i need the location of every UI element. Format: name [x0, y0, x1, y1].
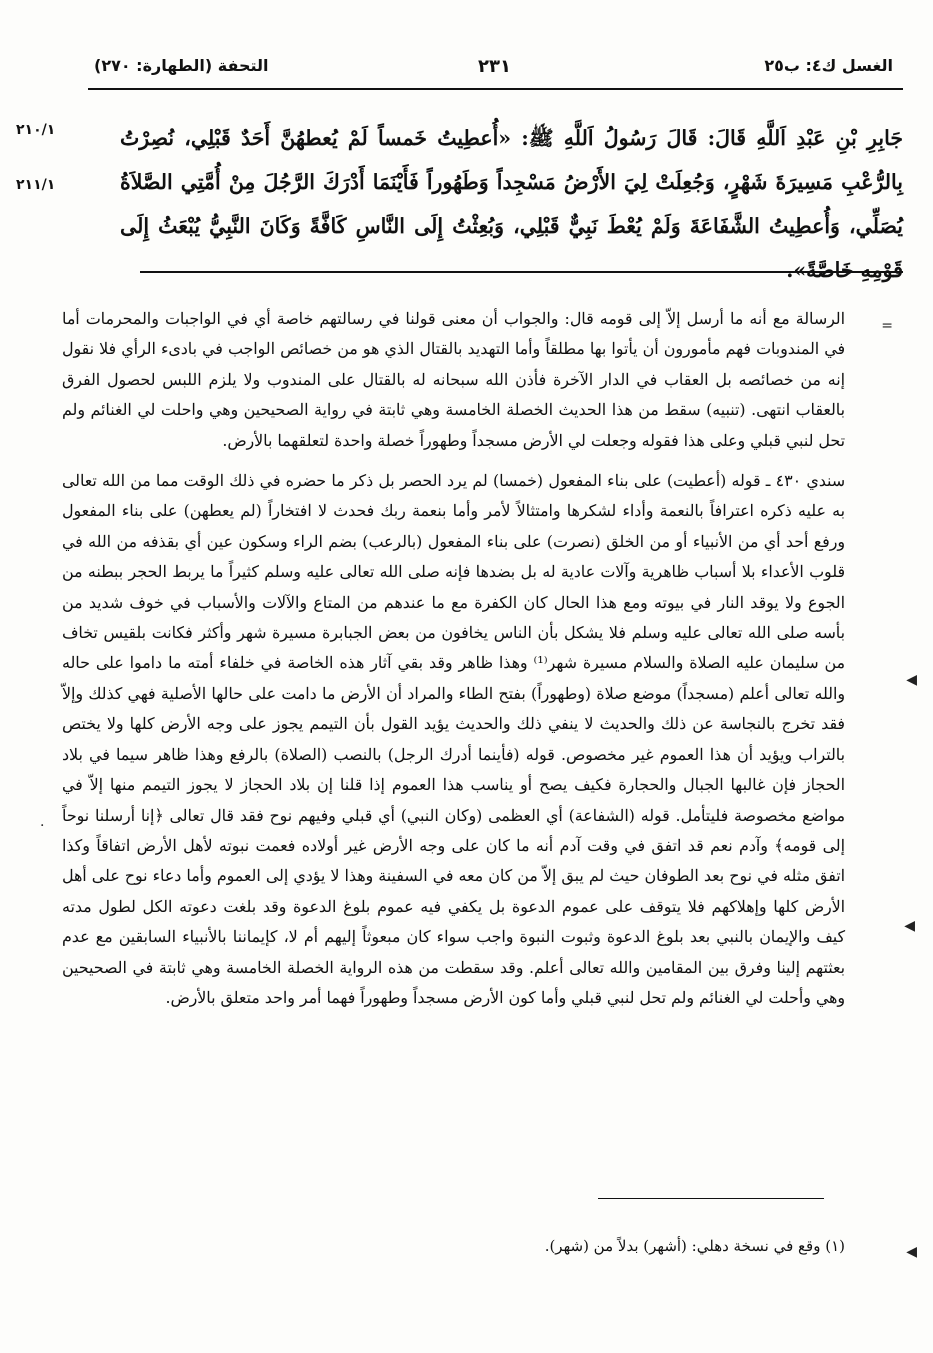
commentary-block: [62, 304, 845, 1013]
footnote-rule: [598, 1198, 824, 1199]
running-header: [88, 50, 901, 84]
tuhfa-reference: التحفة (الطهارة: ٢٧٠): [94, 56, 269, 75]
header-rule: [88, 88, 903, 90]
hadith-ref-2: ٢١١/١: [16, 177, 56, 193]
page-number: ٢٣١: [478, 56, 511, 77]
margin-arrow-icon: ◀: [906, 1244, 917, 1260]
footnote: (١) وقع في نسخة دهلي: (أشهر) بدلاً من (شهر).: [544, 1237, 845, 1255]
hadith-text: جَابِرِ بْنِ عَبْدِ اَللَّهِ قَالَ: قَالَ رَسُولُ اَللَّهِ ﷺ: «أُعطِيتُ خَمساً لَمْ يُعطهُنَّ أَحَدٌ قَبْلِي، نُصِرْتُ بِالرُّعْبِ مَسِيرَةَ شَهْرٍ، وَجُعِلَتْ لِيَ الأَرْضُ مَسْجِداً وَطَهُوراً فَأَيْنَمَا أَدْرَكَ الرَّجُلَ مِنْ أُمَّتِي الصَّلاَةُ يُصَلِّي، وَأُعطِيتُ الشَّفَاعَةَ وَلَمْ يُعْطَ نَبِيٌّ قَبْلِي، وَبُعِثْتُ إِلَى النَّاسِ كَافَّةً وَكَانَ النَّبِيُّ يُبْعَثُ إِلَى قَوْمِهِ خَاصَّةً».: [120, 126, 903, 282]
margin-arrow-icon: ◀: [906, 672, 917, 688]
hadith-text-block: [120, 116, 903, 292]
hadith-separator-rule: [140, 271, 903, 273]
continuation-marker: =: [881, 318, 893, 334]
hadith-ref-1: ٢١٠/١: [16, 122, 56, 138]
margin-arrow-icon: ◀: [904, 918, 915, 934]
commentary-paragraph-1: الرسالة مع أنه ما أرسل إلاّ إلى قومه قال: والجواب أن معنى قولنا في رسالتهم خاصة أي في الواجبات والمحرمات أما في المندوبات فهم مأمورون أن يأتوا بها مطلقاً وأما التهديد بالقتال الذي هو من خصائص الواجب في بادىء الرأي فلا نقول إنه من خصائصه بل العقاب في الدار الآخرة فأذن الله سبحانه له بالقتال على المندوب ولا يلزم اللبس لحصول الفرق بالعقاب انتهى. (تنبيه) سقط من هذا الحديث الخصلة الخامسة وهي ثابتة في رواية الصحيحين وهي واحلت لي الغنائم ولم تحل لنبي قبلي وعلى هذا فقوله وجعلت لي الأرض مسجداً وطهوراً خصلة واحدة لتعلقهما بالأرض.: [62, 309, 845, 450]
commentary-paragraph-2: سندي ٤٣٠ ـ قوله (أعطيت) على بناء المفعول (خمسا) لم يرد الحصر بل ذكر ما حضره في ذلك الوقت مما من الله تعالى به عليه ذكره اعترافاً بالنعمة وأداء لشكرها وامتثالاً لأمر وأما بنعمة ربك فحدث لا افتخاراً (لم يعطهن) على بناء المفعول ورفع أحد أي من الأنبياء أو من الخلق (نصرت) على بناء المفعول (بالرعب) بضم الراء وسكون عين أي بقذفه من الله في قلوب الأعداء بلا أسباب ظاهرية وآلات عادية له بل بضدها فإنه صلى الله تعالى عليه وسلم كثيراً ما يربط الحجر ببطنه من الجوع ولا يوقد النار في بيوته ومع هذا الحال كان الكفرة مع ما عندهم من المتاع والآلات والأسباب في خوف شديد من بأسه صلى الله تعالى عليه وسلم فلا يشكل بأن الناس يخافون من بعض الجبابرة مسيرة شهر وأكثر فكانت بلقيس تخاف من سليمان عليه الصلاة والسلام مسيرة شهر⁽¹⁾ وهذا ظاهر وقد بقي آثار هذه الخاصة في خلفاء أمته ما داموا على حاله والله تعالى أعلم (مسجداً) موضع صلاة (وطهوراً) بفتح الطاء والمراد أن الأرض ما دامت على حالها الأصلية فهي كذلك وإلاّ فقد تخرج بالنجاسة عن ذلك والحديث لا ينفي ذلك والحديث يؤيد القول بأن التيمم يجوز على وجه الأرض كلها ولا يختص بالتراب ويؤيد أن هذا العموم غير مخصوص. قوله (فأينما أدرك الرجل) بالنصب (الصلاة) بالرفع وهذا ظاهر سيما في بلاد الحجاز فإن غالبها الجبال والحجارة فكيف يصح أو يناسب هذا العموم إذا قلنا إن بلاد الحجاز لا يجوز التيمم منها إلاّ في مواضع مخصوصة فليتأمل. قوله (الشفاعة) أي العظمى (وكان النبي) أي قبلي وفيهم نوح فقد قال تعالى ﴿إنا أرسلنا نوحاً إلى قومه﴾ وآدم نعم قد اتفق في وقت آدم أنه ما كان على وجه الأرض غير أولاده فعمت نبوته لأهل الأرض اتفاقاً وكذا اتفق مثله في نوح بعد الطوفان حيث لم يبق إلاّ من كان معه في السفينة وهذا لا يؤدي إلى العموم وأما دعاء نوح على أهل الأرض كلها وإهلاكهم فلا يتوقف على عموم الدعوة بل يكفي فيه عموم بلوغ الدعوة وقد بلغت دعوته الكل لطول مدته كيف والإيمان بالنبي بعد بلوغ الدعوة وثبوت النبوة واجب سواء كان مبعوثاً إليهم أم لا، كإيماننا بالأنبياء السابقين مع عدم بعثتهم إلينا وفرق بين المقامين والله تعالى أعلم. وقد سقطت من هذه الرواية الخصلة الخامسة وهي ثابتة في الصحيحين وهي وأحلت لي الغنائم ولم تحل لنبي قبلي وأما كون الأرض مسجداً وطهوراً فهما أمر واحد متعلق بالأرض.: [62, 471, 845, 1007]
chapter-reference: الغسل ك٤: ب٢٥: [764, 56, 893, 75]
margin-dot: ·: [40, 818, 45, 834]
